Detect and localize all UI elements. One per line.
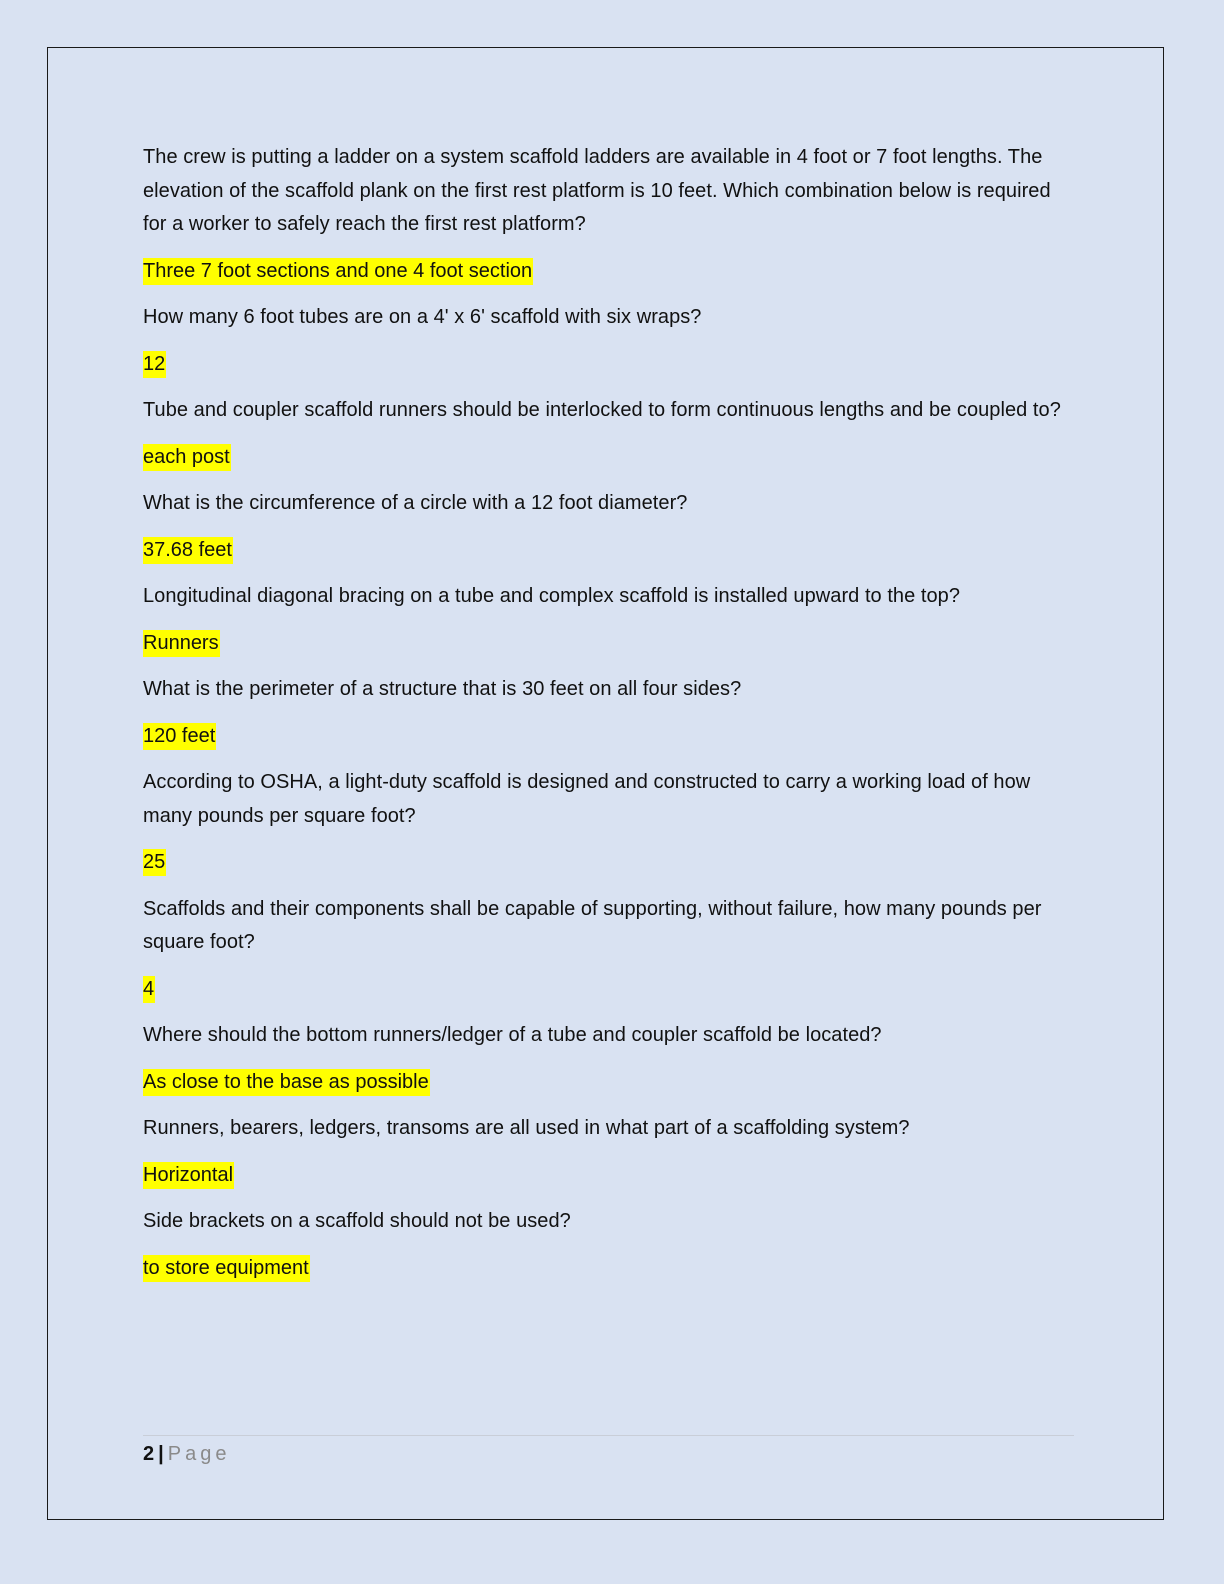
answer-highlight: Runners [143, 630, 220, 657]
qa-item-7 [143, 766, 1078, 880]
answer-text [143, 846, 1078, 880]
answer-highlight: 120 feet [143, 723, 216, 750]
answer-highlight: 37.68 feet [143, 537, 233, 564]
question-text: Tube and coupler scaffold runners should be interlocked to form continuous lengths and be coupled to? [143, 399, 1061, 421]
qa-item-9 [143, 1019, 1078, 1099]
answer-highlight: to store equipment [143, 1255, 310, 1282]
answer-text [143, 720, 1078, 754]
answer-text [143, 1252, 1078, 1286]
qa-item-3 [143, 394, 1078, 474]
page-label: Page [167, 1443, 231, 1465]
document-body [143, 141, 1078, 1298]
question-text: Runners, bearers, ledgers, transoms are all used in what part of a scaffolding system? [143, 1117, 910, 1139]
qa-item-4 [143, 487, 1078, 567]
question-text: What is the perimeter of a structure that is 30 feet on all four sides? [143, 678, 742, 700]
qa-item-11 [143, 1205, 1078, 1285]
qa-item-1 [143, 141, 1078, 288]
answer-text [143, 627, 1078, 661]
question-text: Where should the bottom runners/ledger of a tube and coupler scaffold be located? [143, 1024, 882, 1046]
question-text: Side brackets on a scaffold should not be used? [143, 1210, 571, 1232]
answer-text [143, 255, 1078, 289]
answer-text [143, 1159, 1078, 1193]
question-text: What is the circumference of a circle with a 12 foot diameter? [143, 492, 688, 514]
question-text: The crew is putting a ladder on a system scaffold ladders are available in 4 foot or 7 foot lengths. The elevation of the scaffold plank on the first rest platform is 10 feet. Which combination below is required for a worker to safely reach the first rest platform? [143, 146, 1051, 235]
answer-text [143, 441, 1078, 475]
answer-highlight: Three 7 foot sections and one 4 foot section [143, 258, 533, 285]
answer-highlight: 25 [143, 849, 166, 876]
page-number: 2 [143, 1443, 155, 1465]
question-text: Longitudinal diagonal bracing on a tube and complex scaffold is installed upward to the top? [143, 585, 961, 607]
answer-text [143, 1066, 1078, 1100]
answer-highlight: Horizontal [143, 1162, 234, 1189]
qa-item-6 [143, 673, 1078, 753]
qa-item-2 [143, 301, 1078, 381]
answer-highlight: 4 [143, 976, 155, 1003]
qa-item-5 [143, 580, 1078, 660]
question-text: Scaffolds and their components shall be capable of supporting, without failure, how many pounds per square foot? [143, 897, 1042, 953]
footer-separator: | [158, 1443, 164, 1465]
answer-highlight: 12 [143, 351, 166, 378]
footer-divider [143, 1435, 1074, 1436]
question-text: How many 6 foot tubes are on a 4' x 6' scaffold with six wraps? [143, 306, 702, 328]
qa-item-10 [143, 1112, 1078, 1192]
answer-text [143, 973, 1078, 1007]
answer-highlight: As close to the base as possible [143, 1069, 430, 1096]
page-footer [143, 1440, 230, 1468]
answer-text [143, 348, 1078, 382]
qa-item-8 [143, 893, 1078, 1007]
answer-text [143, 534, 1078, 568]
answer-highlight: each post [143, 444, 231, 471]
question-text: According to OSHA, a light-duty scaffold is designed and constructed to carry a working load of how many pounds per square foot? [143, 771, 1031, 827]
